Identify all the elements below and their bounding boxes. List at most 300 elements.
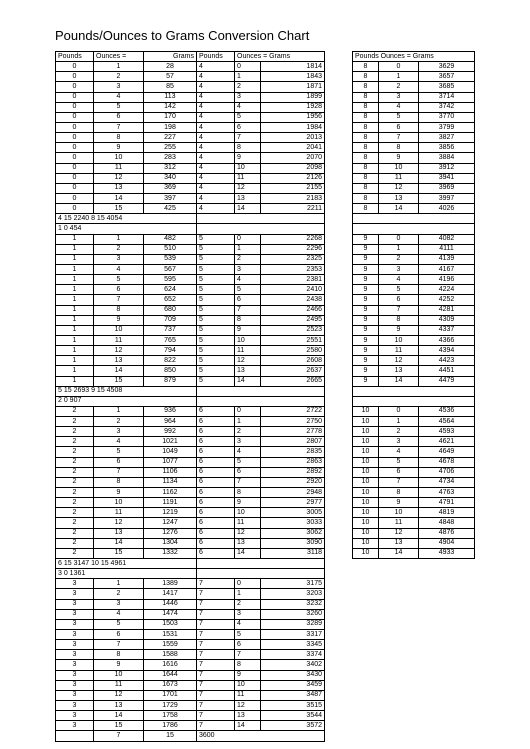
- table-cell: 1446: [144, 599, 197, 609]
- table-cell: 10: [353, 477, 379, 487]
- table-cell: 1474: [144, 609, 197, 619]
- table-row: [56, 630, 197, 640]
- table-cell: 3175: [261, 579, 325, 589]
- table-cell: 652: [144, 295, 197, 305]
- table-cell: 1: [56, 356, 94, 366]
- table-cell: 7: [197, 640, 235, 650]
- table-cell: 680: [144, 305, 197, 315]
- table-cell: 4593: [419, 427, 475, 437]
- table-row: [353, 173, 475, 183]
- table-cell: 11: [379, 173, 419, 183]
- table-cell: 3: [56, 701, 94, 711]
- table-row: [197, 701, 325, 711]
- table-cell: 1: [56, 325, 94, 335]
- block-pounds-4-7: [196, 51, 325, 742]
- table-cell: 4252: [419, 295, 475, 305]
- table-row: [197, 599, 325, 609]
- table-cell: 1503: [144, 619, 197, 629]
- table-cell: 510: [144, 244, 197, 254]
- table-row: [353, 386, 475, 396]
- table-cell: 7: [197, 599, 235, 609]
- table-cell: 5: [197, 264, 235, 274]
- table-row: [56, 244, 197, 254]
- table-cell: 8: [353, 173, 379, 183]
- table-cell: 14: [379, 548, 419, 558]
- table-cell: 1: [235, 244, 261, 254]
- table-row: [197, 690, 325, 700]
- table-cell: 3374: [261, 650, 325, 660]
- table-row: [197, 133, 325, 143]
- table-row: [353, 305, 475, 315]
- table-cell: 0: [235, 62, 261, 72]
- table-cell: 12: [94, 173, 144, 183]
- table-row: [353, 214, 475, 224]
- table-cell: 0: [56, 112, 94, 122]
- table-cell: 13: [94, 528, 144, 538]
- table-cell: 2: [56, 498, 94, 508]
- table-cell: 4451: [419, 366, 475, 376]
- table-cell: 10: [379, 508, 419, 518]
- table-cell: 7: [379, 477, 419, 487]
- table-cell: 11: [235, 518, 261, 528]
- table-cell: 9: [94, 315, 144, 325]
- table-cell: 1871: [261, 82, 325, 92]
- table-cell: 3: [94, 599, 144, 609]
- table-cell: 4536: [419, 406, 475, 416]
- table-cell: 4706: [419, 467, 475, 477]
- table-cell: 1814: [261, 62, 325, 72]
- table-cell: 0: [56, 102, 94, 112]
- table-cell: 10: [235, 508, 261, 518]
- table-cell: 10: [235, 680, 261, 690]
- table-row: [197, 356, 325, 366]
- table-cell: 5: [197, 325, 235, 335]
- table-cell: 3: [56, 599, 94, 609]
- table-cell: 14: [235, 376, 261, 386]
- table-cell: 9: [379, 325, 419, 335]
- table-row: [56, 102, 197, 112]
- table-cell: 0: [379, 406, 419, 416]
- table-row: [197, 559, 325, 569]
- table-cell: 10: [353, 437, 379, 447]
- table-cell: 1162: [144, 488, 197, 498]
- table-cell: 5: [197, 295, 235, 305]
- table-cell: 7: [235, 650, 261, 660]
- table-cell: 2807: [261, 437, 325, 447]
- table-row: [56, 153, 197, 163]
- table-row: [56, 234, 197, 244]
- table-cell: 11: [379, 518, 419, 528]
- table-cell: [353, 386, 475, 396]
- table-cell: 6: [235, 122, 261, 132]
- table-cell: 8: [379, 488, 419, 498]
- table-row: [197, 305, 325, 315]
- table-cell: 9: [353, 275, 379, 285]
- table-cell: Pounds: [56, 52, 94, 62]
- table-cell: 4933: [419, 548, 475, 558]
- table-cell: 10: [94, 670, 144, 680]
- table-row: [56, 92, 197, 102]
- table-row: [56, 731, 197, 741]
- block-pounds-8-10: [352, 51, 475, 559]
- table-cell: 3827: [419, 133, 475, 143]
- table-cell: [197, 386, 325, 396]
- table-row: [197, 630, 325, 640]
- table-row: [56, 254, 197, 264]
- table-cell: 4621: [419, 437, 475, 447]
- table-cell: 3459: [261, 680, 325, 690]
- table-cell: 12: [379, 183, 419, 193]
- table-cell: 1219: [144, 508, 197, 518]
- table-row: [353, 264, 475, 274]
- table-cell: 1: [379, 417, 419, 427]
- table-cell: 5: [197, 285, 235, 295]
- table-cell: 6 15 3147 10 15 4961: [56, 559, 197, 569]
- table-cell: 14: [94, 193, 144, 203]
- table-cell: 14: [235, 721, 261, 731]
- table-cell: 2070: [261, 153, 325, 163]
- table-cell: 10: [353, 467, 379, 477]
- table-cell: 11: [94, 163, 144, 173]
- table-row: [197, 406, 325, 416]
- table-cell: [56, 731, 94, 741]
- table-cell: 794: [144, 346, 197, 356]
- table-row: [56, 619, 197, 629]
- table-row: [353, 295, 475, 305]
- table-row: [56, 660, 197, 670]
- table-cell: 4: [197, 92, 235, 102]
- table-cell: [353, 224, 475, 234]
- table-row: [197, 122, 325, 132]
- table-cell: 1: [56, 285, 94, 295]
- table-cell: 9: [235, 153, 261, 163]
- table-cell: 5: [197, 244, 235, 254]
- table-row: [56, 569, 197, 579]
- table-cell: 4564: [419, 417, 475, 427]
- table-row: [56, 122, 197, 132]
- table-cell: 567: [144, 264, 197, 274]
- table-cell: 1106: [144, 467, 197, 477]
- table-cell: 1: [379, 72, 419, 82]
- table-cell: 10: [235, 163, 261, 173]
- table-cell: 2: [56, 508, 94, 518]
- table-row: [353, 508, 475, 518]
- table-row: [353, 457, 475, 467]
- table-cell: 10: [379, 335, 419, 345]
- table-cell: 0: [56, 153, 94, 163]
- table-cell: 10: [353, 447, 379, 457]
- table-cell: 9: [353, 366, 379, 376]
- table-cell: 6: [94, 630, 144, 640]
- table-row: [197, 417, 325, 427]
- table-row: [197, 244, 325, 254]
- table-row: [56, 143, 197, 153]
- table-row: [353, 356, 475, 366]
- table-cell: 1928: [261, 102, 325, 112]
- table-cell: 4: [197, 163, 235, 173]
- table-cell: 10: [353, 538, 379, 548]
- table-cell: 1417: [144, 589, 197, 599]
- table-row: [353, 153, 475, 163]
- table-cell: 9: [353, 295, 379, 305]
- table-cell: 2013: [261, 133, 325, 143]
- table-cell: 3544: [261, 711, 325, 721]
- header-row: [353, 52, 475, 62]
- table-cell: 8: [94, 477, 144, 487]
- table-cell: 2: [56, 417, 94, 427]
- table-cell: 13: [379, 538, 419, 548]
- table-cell: 10: [235, 335, 261, 345]
- table-row: [353, 346, 475, 356]
- table-row: [197, 589, 325, 599]
- table-cell: 5: [197, 275, 235, 285]
- table-cell: 879: [144, 376, 197, 386]
- table-row: [197, 153, 325, 163]
- table-cell: 5: [197, 335, 235, 345]
- table-row: [197, 579, 325, 589]
- table-cell: 397: [144, 193, 197, 203]
- table-cell: 1: [235, 417, 261, 427]
- table-cell: 3487: [261, 690, 325, 700]
- table-cell: 9: [379, 153, 419, 163]
- table-cell: 3: [94, 82, 144, 92]
- table-row: [56, 285, 197, 295]
- table-row: [353, 204, 475, 214]
- table-cell: 1: [94, 62, 144, 72]
- table-cell: 1: [56, 366, 94, 376]
- table-cell: 425: [144, 204, 197, 214]
- table-row: [197, 163, 325, 173]
- table-cell: 5: [235, 285, 261, 295]
- table-cell: 8: [235, 315, 261, 325]
- table-cell: 11: [379, 346, 419, 356]
- table-row: [56, 224, 197, 234]
- table-cell: 2: [56, 477, 94, 487]
- table-cell: 2: [56, 528, 94, 538]
- table-cell: 10: [353, 406, 379, 416]
- table-cell: 3: [56, 690, 94, 700]
- table-cell: 7: [379, 133, 419, 143]
- table-cell: 4848: [419, 518, 475, 528]
- table-row: [353, 467, 475, 477]
- table-cell: 1899: [261, 92, 325, 102]
- table-cell: 2: [94, 244, 144, 254]
- table-cell: 5: [235, 112, 261, 122]
- table-row: [353, 518, 475, 528]
- table-cell: 4082: [419, 234, 475, 244]
- table-row: [353, 437, 475, 447]
- table-row: [197, 609, 325, 619]
- table-cell: 3997: [419, 193, 475, 203]
- table-row: [353, 133, 475, 143]
- table-cell: 1021: [144, 437, 197, 447]
- table-row: [353, 366, 475, 376]
- table-row: [197, 640, 325, 650]
- header-row: [56, 52, 197, 62]
- table-row: [197, 315, 325, 325]
- table-cell: 28: [144, 62, 197, 72]
- table-cell: 5: [235, 630, 261, 640]
- table-row: [56, 193, 197, 203]
- table-cell: 3: [56, 660, 94, 670]
- table-cell: 1956: [261, 112, 325, 122]
- table-cell: 3: [56, 711, 94, 721]
- table-cell: 10: [379, 163, 419, 173]
- table-cell: 1: [56, 254, 94, 264]
- table-row: [197, 447, 325, 457]
- table-cell: 2: [56, 437, 94, 447]
- table-cell: 9: [353, 244, 379, 254]
- table-row: [56, 183, 197, 193]
- table-cell: 7: [197, 701, 235, 711]
- table-cell: 7: [197, 660, 235, 670]
- table-row: [56, 690, 197, 700]
- table-cell: 3: [94, 427, 144, 437]
- table-cell: 3657: [419, 72, 475, 82]
- table-cell: 3884: [419, 153, 475, 163]
- table-row: [353, 234, 475, 244]
- table-cell: 2155: [261, 183, 325, 193]
- table-cell: 3742: [419, 102, 475, 112]
- table-cell: 1077: [144, 457, 197, 467]
- table-cell: 7: [235, 133, 261, 143]
- table-row: [56, 548, 197, 558]
- table-row: [56, 508, 197, 518]
- table-cell: 1247: [144, 518, 197, 528]
- table-cell: 11: [94, 335, 144, 345]
- table-cell: 10: [353, 498, 379, 508]
- table-row: [353, 406, 475, 416]
- table-row: [353, 417, 475, 427]
- table-cell: 964: [144, 417, 197, 427]
- table-cell: 3062: [261, 528, 325, 538]
- table-cell: 10: [353, 518, 379, 528]
- table-cell: 3: [56, 680, 94, 690]
- table-row: [353, 498, 475, 508]
- table-row: [197, 498, 325, 508]
- table-row: [197, 731, 325, 741]
- table-row: [56, 650, 197, 660]
- table-cell: 3: [235, 437, 261, 447]
- table-cell: 2: [379, 82, 419, 92]
- table-cell: 7: [94, 731, 144, 741]
- table-row: [56, 396, 197, 406]
- table-row: [56, 640, 197, 650]
- table-cell: 9: [353, 325, 379, 335]
- table-row: [56, 559, 197, 569]
- table-cell: 9: [353, 335, 379, 345]
- table-cell: 1: [56, 244, 94, 254]
- table-cell: 2: [235, 82, 261, 92]
- table-cell: 6: [197, 457, 235, 467]
- table-cell: 3799: [419, 122, 475, 132]
- table-cell: 12: [235, 701, 261, 711]
- table-row: [56, 538, 197, 548]
- table-cell: 2948: [261, 488, 325, 498]
- table-cell: 4: [197, 183, 235, 193]
- table-cell: 11: [235, 173, 261, 183]
- table-cell: 4: [197, 193, 235, 203]
- table-cell: 3: [56, 589, 94, 599]
- table-cell: Pounds: [197, 52, 235, 62]
- table-cell: 6: [197, 467, 235, 477]
- table-row: [56, 518, 197, 528]
- table-cell: 4337: [419, 325, 475, 335]
- table-cell: 4649: [419, 447, 475, 457]
- table-row: [353, 528, 475, 538]
- table-row: [56, 427, 197, 437]
- table-cell: 2268: [261, 234, 325, 244]
- table-cell: 4: [197, 82, 235, 92]
- table-cell: 539: [144, 254, 197, 264]
- table-cell: 2580: [261, 346, 325, 356]
- table-row: [56, 680, 197, 690]
- table-row: [197, 102, 325, 112]
- table-cell: 5: [94, 102, 144, 112]
- table-cell: 2495: [261, 315, 325, 325]
- table-cell: 6: [197, 498, 235, 508]
- table-cell: 2410: [261, 285, 325, 295]
- table-row: [353, 335, 475, 345]
- table-cell: 0: [235, 234, 261, 244]
- table-row: [56, 477, 197, 487]
- table-cell: 850: [144, 366, 197, 376]
- table-cell: 10: [353, 427, 379, 437]
- table-cell: 2098: [261, 163, 325, 173]
- table-cell: 1: [94, 406, 144, 416]
- table-cell: 14: [94, 711, 144, 721]
- table-cell: 822: [144, 356, 197, 366]
- table-cell: 3402: [261, 660, 325, 670]
- table-row: [56, 579, 197, 589]
- table-cell: 3345: [261, 640, 325, 650]
- table-row: [197, 518, 325, 528]
- table-row: [56, 528, 197, 538]
- table-cell: 5: [197, 376, 235, 386]
- table-row: [353, 163, 475, 173]
- table-row: [353, 548, 475, 558]
- table-cell: 283: [144, 153, 197, 163]
- table-row: [56, 467, 197, 477]
- table-cell: 5: [197, 234, 235, 244]
- table-cell: 1559: [144, 640, 197, 650]
- table-row: [197, 569, 325, 579]
- table-cell: 5: [379, 285, 419, 295]
- table-cell: 7: [197, 670, 235, 680]
- table-cell: 6: [197, 548, 235, 558]
- table-cell: 5: [197, 305, 235, 315]
- table-row: [56, 457, 197, 467]
- table-cell: 1: [56, 376, 94, 386]
- table-cell: 3 0 1361: [56, 569, 197, 579]
- table-row: [56, 406, 197, 416]
- table-cell: 312: [144, 163, 197, 173]
- table-cell: 9: [353, 315, 379, 325]
- table-row: [56, 437, 197, 447]
- table-cell: 3572: [261, 721, 325, 731]
- table-row: [353, 477, 475, 487]
- table-cell: 7: [94, 122, 144, 132]
- table-cell: 6: [379, 295, 419, 305]
- table-cell: 4: [379, 275, 419, 285]
- table-cell: 709: [144, 315, 197, 325]
- table-cell: Ounces =: [94, 52, 144, 62]
- table-cell: Grams: [144, 52, 197, 62]
- table-cell: 7: [197, 721, 235, 731]
- table-row: [197, 386, 325, 396]
- table-cell: 2: [379, 254, 419, 264]
- table-cell: 8: [353, 72, 379, 82]
